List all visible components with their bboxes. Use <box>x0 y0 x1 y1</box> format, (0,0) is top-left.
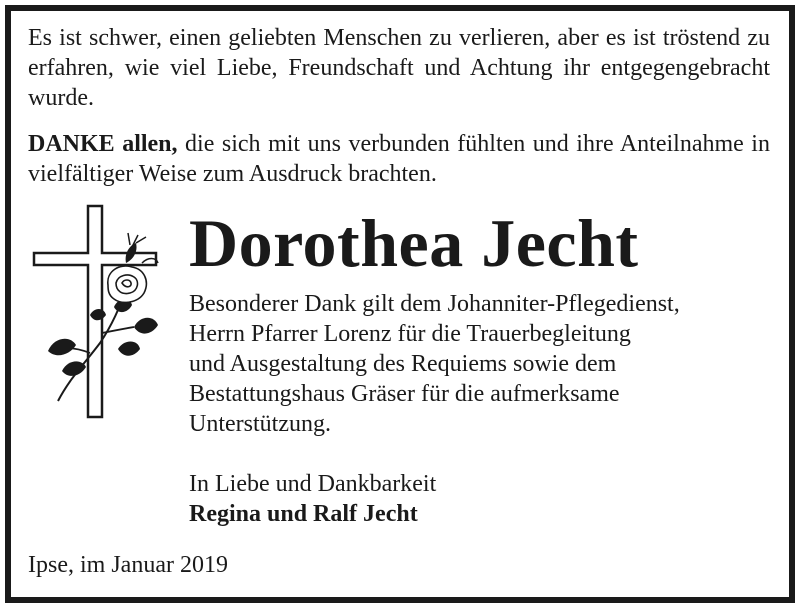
intro-line: tröstend zu erfahren, wie viel Liebe, Freundschaft und Achtung ihr <box>28 25 770 81</box>
cross-with-rose-icon <box>30 203 165 423</box>
acknowledgement-line: und Ausgestaltung des Requiems sowie dem <box>189 351 617 377</box>
closing-phrase: In Liebe und Dankbarkeit <box>189 471 437 497</box>
thanks-paragraph <box>28 129 770 189</box>
acknowledgement-paragraph <box>189 289 789 439</box>
acknowledgement-line: Bestattungshaus Gräser für die aufmerksame <box>189 381 620 407</box>
intro-paragraph <box>28 23 770 113</box>
place-date: Ipse, im Januar 2019 <box>28 552 228 578</box>
intro-line: entgegengebracht wurde. <box>28 55 770 111</box>
deceased-name: Dorothea Jecht <box>189 205 639 281</box>
intro-line: Es ist schwer, einen geliebten Menschen zu verlieren, aber es ist <box>28 25 656 51</box>
acknowledgement-line: Herrn Pfarrer Lorenz für die Trauerbegleitung <box>189 321 631 347</box>
acknowledgement-line: Besonderer Dank gilt dem Johanniter-Pflegedienst, <box>189 291 680 317</box>
thanks-text-line2: Anteilnahme in vielfältiger Weise zum Ausdruck brachten. <box>28 131 770 187</box>
thanks-text: die sich mit uns verbunden fühlten und ihre <box>177 131 614 157</box>
closing-block <box>189 469 436 529</box>
acknowledgement-line: Unterstützung. <box>189 411 331 437</box>
thanks-bold: DANKE allen, <box>28 131 178 157</box>
signers: Regina und Ralf Jecht <box>189 501 418 527</box>
